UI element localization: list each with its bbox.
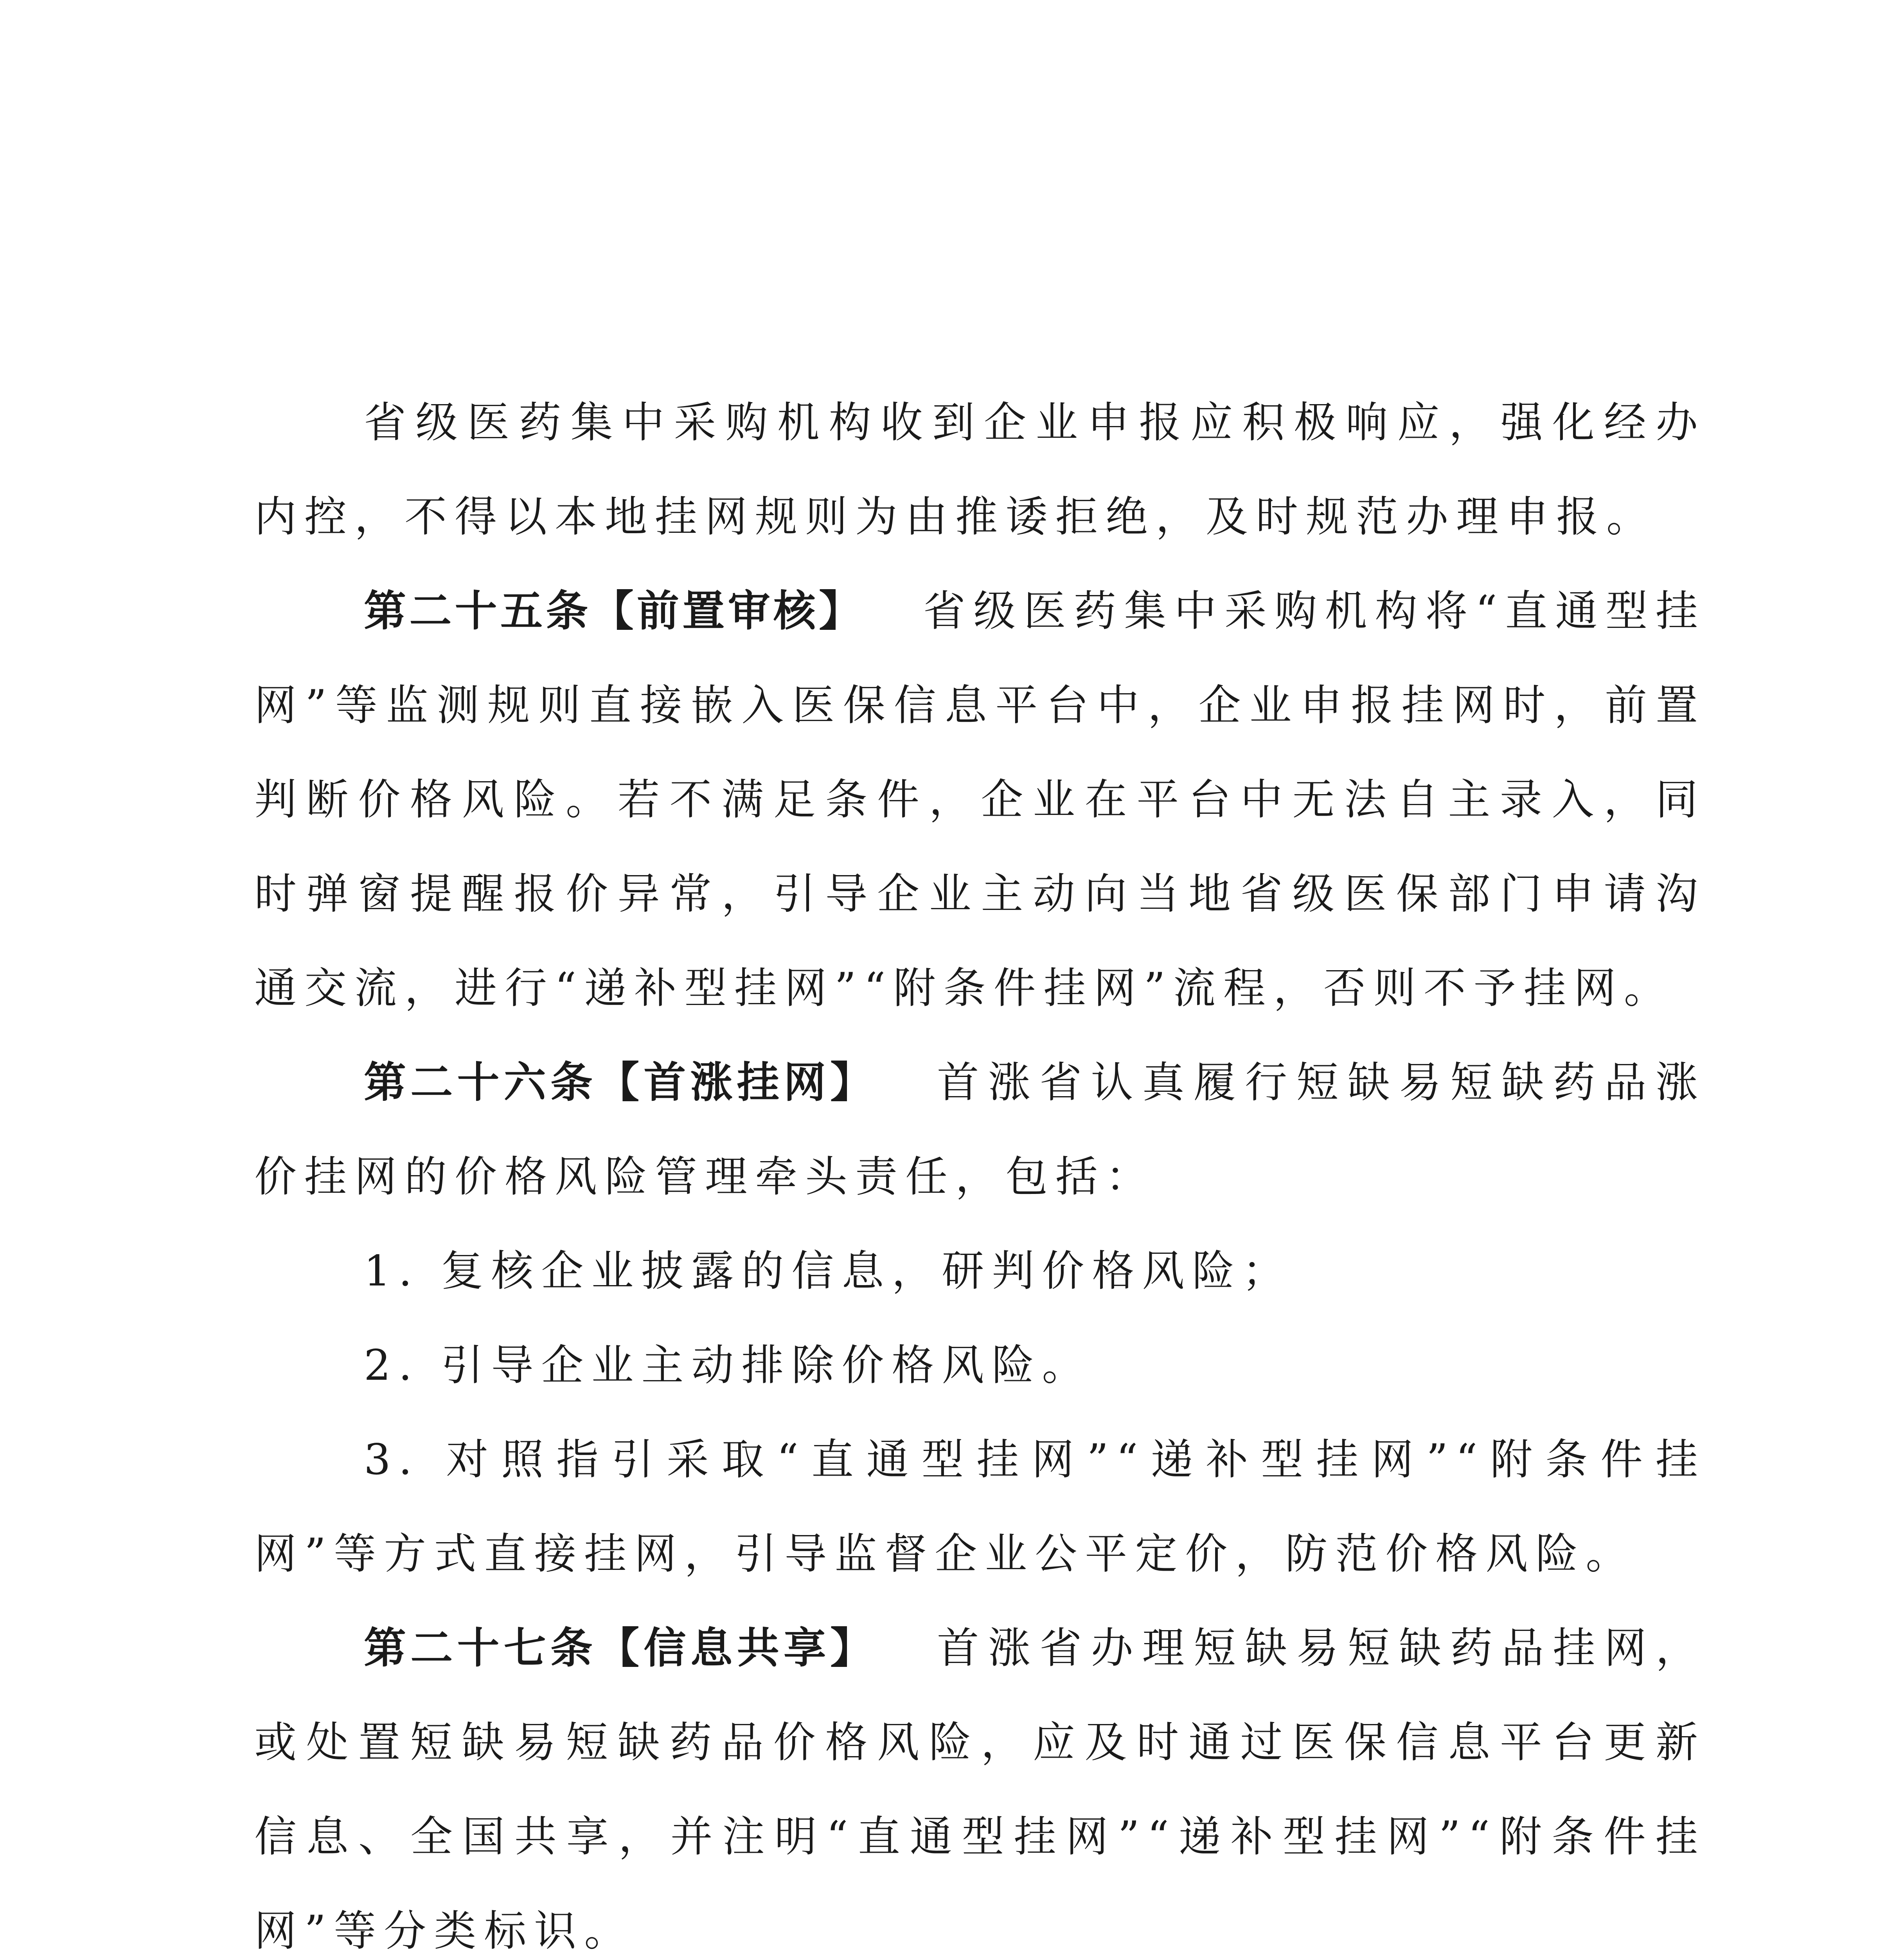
list-item-text: 1. 复核企业披露的信息，研判价格风险；	[364, 1247, 1293, 1296]
paragraph-intake-response	[254, 376, 1706, 564]
paragraph-text: 省级医药集中采购机构收到企业申报应积极响应，强化经办内控，不得以本地挂网规则为由推诿拒绝，及时规范办理申报。	[254, 398, 1706, 541]
article-27-heading: 第二十七条【信息共享】	[364, 1624, 877, 1673]
article-26-item-2	[254, 1318, 1706, 1413]
article-26-paragraph	[254, 1036, 1706, 1224]
article-27-paragraph	[254, 1601, 1706, 1956]
article-26-heading: 第二十六条【首涨挂网】	[364, 1058, 877, 1107]
article-26-item-1	[254, 1224, 1706, 1318]
list-item-text: 3. 对照指引采取“直通型挂网”“递补型挂网”“附条件挂网”等方式直接挂网，引导监督企业公平定价，防范价格风险。	[254, 1435, 1706, 1578]
article-27-text: 首涨省办理短缺易短缺药品挂网，或处置短缺易短缺药品价格风险，应及时通过医保信息平台更新信息、全国共享，并注明“直通型挂网”“递补型挂网”“附条件挂网”等分类标识。	[254, 1624, 1706, 1956]
article-25-paragraph	[254, 564, 1706, 1036]
article-25-heading: 第二十五条【前置审核】	[364, 587, 865, 636]
article-25-text: 省级医药集中采购机构将“直通型挂网”等监测规则直接嵌入医保信息平台中，企业申报挂网时，前置判断价格风险。若不满足条件，企业在平台中无法自主录入，同时弹窗提醒报价异常，引导企业主动向当地省级医保部门申请沟通交流，进行“递补型挂网”“附条件挂网”流程，否则不予挂网。	[254, 587, 1706, 1013]
article-26-text: 首涨省认真履行短缺易短缺药品涨价挂网的价格风险管理牵头责任，包括：	[254, 1058, 1706, 1201]
document-body	[254, 376, 1706, 1956]
list-item-text: 2. 引导企业主动排除价格风险。	[364, 1341, 1092, 1390]
article-26-item-3	[254, 1413, 1706, 1601]
